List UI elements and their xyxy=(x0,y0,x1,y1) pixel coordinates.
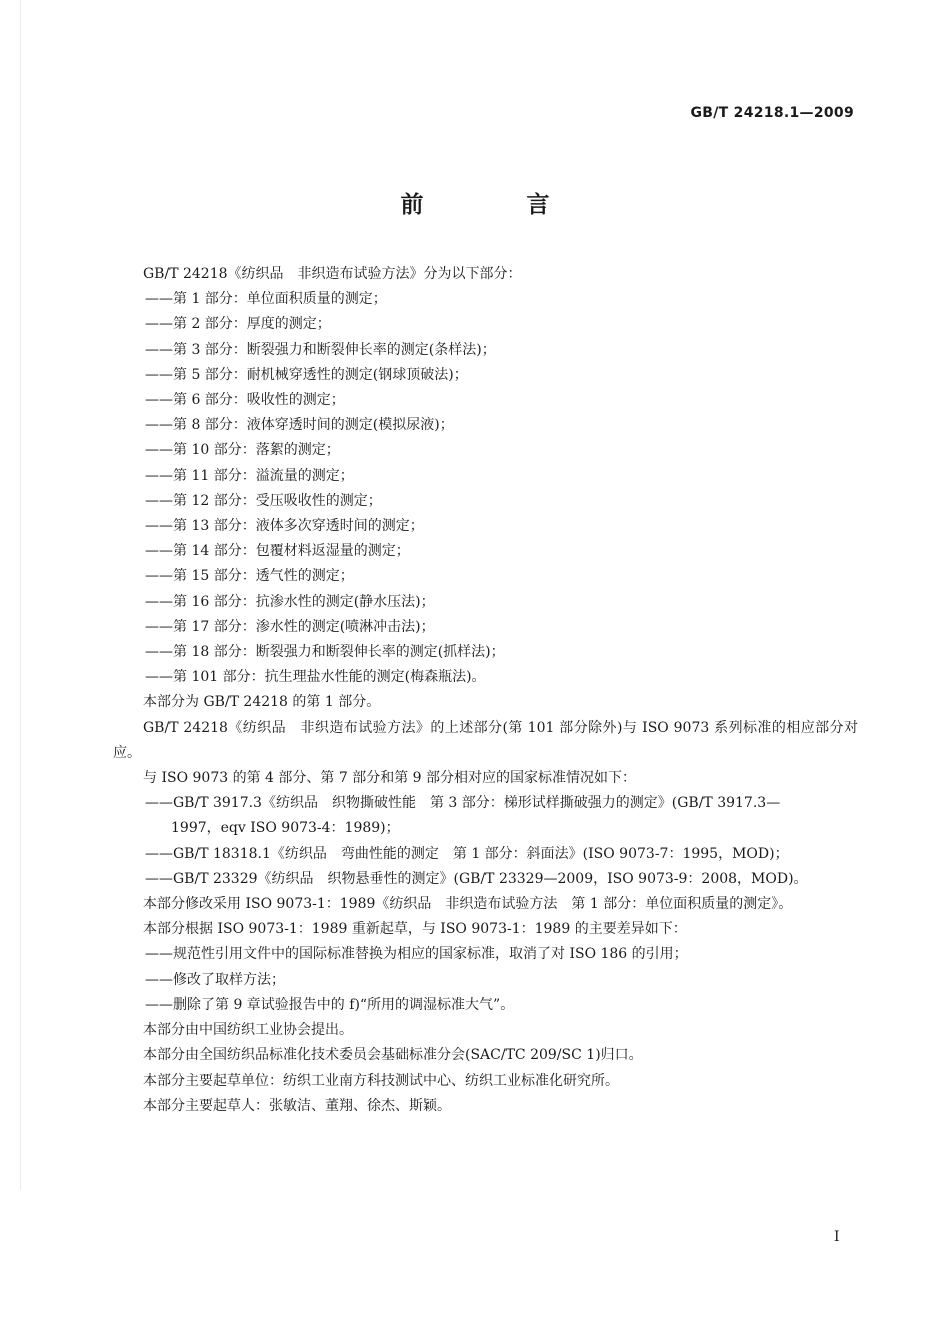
national-standard-item-continuation: 1997，eqv ISO 9073-4：1989)； xyxy=(171,820,400,837)
national-standard-item-line: ——GB/T 3917.3《纺织品 织物撕破性能 第 3 部分：梯形试样撕破强力的测定》(GB/T 3917.3— xyxy=(145,795,781,812)
difference-item: ——删除了第 9 章试验报告中的 f)“所用的调湿标准大气”。 xyxy=(145,996,515,1013)
differences-intro: 本部分根据 ISO 9073-1：1989 重新起草，与 ISO 9073-1：1989 的主要差异如下： xyxy=(143,921,687,938)
part-list-item: ——第 10 部分：落絮的测定； xyxy=(145,442,340,459)
drafters-paragraph: 本部分主要起草人：张敏洁、董翔、徐杰、斯颖。 xyxy=(143,1097,451,1114)
jurisdiction-paragraph: 本部分由全国纺织品标准化技术委员会基础标准分会(SAC/TC 209/SC 1)归口。 xyxy=(143,1047,643,1064)
part-list-item: ——第 14 部分：包覆材料返湿量的测定； xyxy=(145,543,410,560)
part-list-item: ——第 101 部分：抗生理盐水性能的测定(梅森瓶法)。 xyxy=(145,669,486,686)
national-standard-item xyxy=(113,791,858,841)
standard-number: GB/T 24218.1—2009 xyxy=(690,105,854,121)
part-list-item: ——第 16 部分：抗渗水性的测定(静水压法)； xyxy=(145,593,435,610)
intro-paragraph: GB/T 24218《纺织品 非织造布试验方法》分为以下部分： xyxy=(143,266,522,282)
correspondence-paragraph: GB/T 24218《纺织品 非织造布试验方法》的上述部分(第 101 部分除外)与 ISO 9073 系列标准的相应部分对应。 xyxy=(113,719,858,761)
part-list-item: ——第 8 部分：液体穿透时间的测定(模拟尿液)； xyxy=(145,417,454,434)
part-list-item: ——第 15 部分：透气性的测定； xyxy=(145,568,354,585)
difference-item: ——规范性引用文件中的国际标准替换为相应的国家标准，取消了对 ISO 186 的引用； xyxy=(145,946,688,963)
page-edge-line xyxy=(20,0,21,1190)
national-standard-item: ——GB/T 23329《纺织品 织物悬垂性的测定》(GB/T 23329—2009，ISO 9073-9：2008，MOD)。 xyxy=(145,870,808,887)
modified-adoption-paragraph: 本部分修改采用 ISO 9073-1：1989《纺织品 非织造布试验方法 第 1 部分：单位面积质量的测定》。 xyxy=(143,896,793,913)
national-standards-intro: 与 ISO 9073 的第 4 部分、第 7 部分和第 9 部分相对应的国家标准情况如下： xyxy=(143,770,636,787)
part-list-item: ——第 13 部分：液体多次穿透时间的测定； xyxy=(145,518,424,535)
part-list-item: ——第 18 部分：断裂强力和断裂伸长率的测定(抓样法)； xyxy=(145,644,505,661)
this-part-paragraph: 本部分为 GB/T 24218 的第 1 部分。 xyxy=(143,694,381,711)
part-list-item: ——第 6 部分：吸收性的测定； xyxy=(145,392,345,409)
national-standard-item: ——GB/T 18318.1《纺织品 弯曲性能的测定 第 1 部分：斜面法》(ISO 9073-7：1995，MOD)； xyxy=(145,845,789,862)
drafting-units-paragraph: 本部分主要起草单位：纺织工业南方科技测试中心、纺织工业标准化研究所。 xyxy=(143,1072,619,1089)
part-list-item: ——第 2 部分：厚度的测定； xyxy=(145,316,331,333)
page-number: I xyxy=(834,1229,840,1245)
part-list-item: ——第 17 部分：渗水性的测定(喷淋冲击法)； xyxy=(145,618,435,635)
part-list-item: ——第 1 部分：单位面积质量的测定； xyxy=(145,291,387,308)
difference-item: ——修改了取样方法； xyxy=(145,971,285,988)
part-list-item: ——第 12 部分：受压吸收性的测定； xyxy=(145,492,382,509)
part-list-item: ——第 11 部分：溢流量的测定； xyxy=(145,467,354,484)
part-list-item: ——第 5 部分：耐机械穿透性的测定(钢球顶破法)； xyxy=(145,366,468,383)
proposed-by-paragraph: 本部分由中国纺织工业协会提出。 xyxy=(143,1022,353,1039)
part-list-item: ——第 3 部分：断裂强力和断裂伸长率的测定(条样法)； xyxy=(145,341,496,358)
page-title: 前 言 xyxy=(400,192,590,218)
foreword-body xyxy=(113,262,858,1119)
